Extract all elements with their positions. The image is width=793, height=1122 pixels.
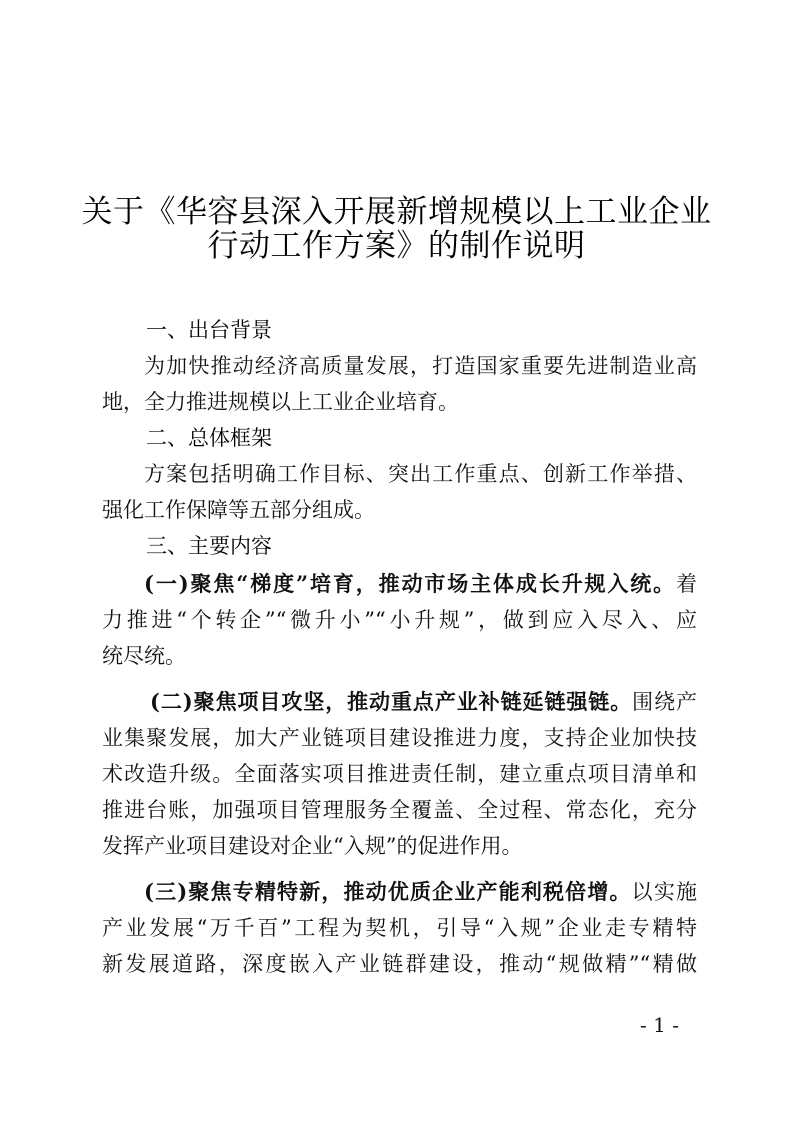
section-body-framework — [102, 456, 697, 528]
paragraph-line: 方案包括明确工作目标、突出工作重点、创新工作举措、 — [144, 462, 697, 486]
document-title-line-2: 行动工作方案》的制作说明 — [207, 228, 586, 264]
paragraph-line: 推进台账，加强项目管理服务全覆盖、全过程、常态化，充分 — [102, 798, 697, 822]
content-paragraph-2 — [102, 684, 697, 864]
content-paragraph-3 — [102, 874, 697, 982]
paragraph-lead-bold: (二)聚焦项目攻坚，推动重点产业补链延链强链。 — [150, 689, 633, 714]
paragraph-line: 为加快推动经济高质量发展，打造国家重要先进制造业高 — [144, 354, 697, 378]
paragraph-line: 力推进“个转企”“微升小”“小升规”，做到应入尽入、应 — [102, 608, 697, 632]
paragraph-lead-bold: (三)聚焦专精特新，推动优质企业产能利税倍增。 — [144, 879, 632, 904]
paragraph-lead-bold: (一)聚焦“梯度”培育，推动市场主体成长升规入统。 — [144, 571, 676, 596]
paragraph-line: 地，全力推进规模以上工业企业培育。 — [102, 390, 459, 414]
paragraph-line: 术改造升级。全面落实项目推进责任制，建立重点项目清单和 — [102, 762, 697, 786]
content-paragraph-1 — [102, 566, 697, 674]
section-heading-content: 三、主要内容 — [146, 534, 272, 558]
section-heading-framework: 二、总体框架 — [146, 426, 272, 450]
paragraph-lead-rest: 围绕产 — [632, 690, 697, 714]
paragraph-line: 强化工作保障等五部分组成。 — [102, 498, 375, 522]
paragraph-line: 产业发展“万千百”工程为契机，引导“入规”企业走专精特 — [102, 916, 697, 940]
paragraph-lead-rest: 以实施 — [631, 880, 697, 904]
paragraph-first-line — [102, 874, 697, 910]
paragraph-first-line — [102, 566, 697, 602]
document-title-line-1: 关于《华容县深入开展新增规模以上工业企业 — [81, 194, 712, 230]
paragraph-line: 业集聚发展，加大产业链项目建设推进力度，支持企业加快技 — [102, 726, 697, 750]
paragraph-line: 发挥产业项目建设对企业“入规”的促进作用。 — [102, 834, 523, 858]
paragraph-line: 统尽统。 — [102, 644, 186, 668]
section-heading-background: 一、出台背景 — [146, 318, 272, 342]
paragraph-lead-rest: 着 — [676, 572, 697, 596]
page-number: - 1 - — [640, 1013, 679, 1037]
paragraph-first-line — [102, 684, 697, 720]
paragraph-line: 新发展道路，深度嵌入产业链群建设，推动“规做精”“精做 — [102, 952, 697, 976]
section-body-background — [102, 348, 697, 420]
